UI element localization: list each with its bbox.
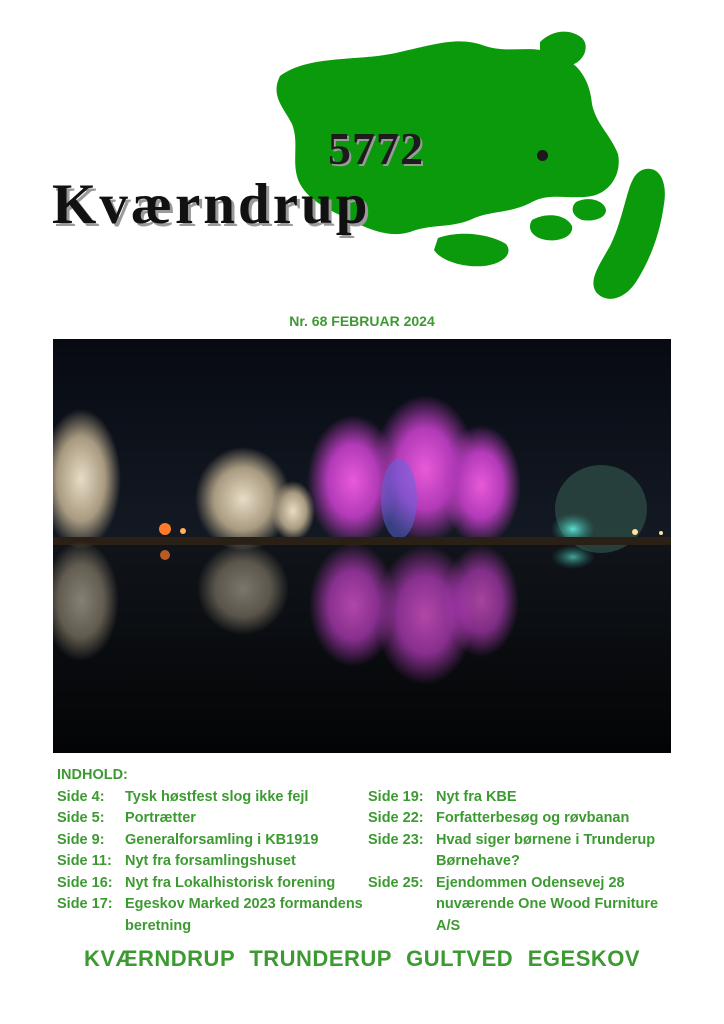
town-marker-dot — [537, 150, 548, 161]
contents-entry — [368, 787, 677, 809]
contents-entry — [57, 851, 368, 873]
entry-page: Side 17: — [57, 896, 113, 912]
entry-title: Hvad siger børnene i Trunderup Børnehave? — [436, 831, 656, 869]
entry-page: Side 5: — [57, 810, 105, 826]
town-name: Kværndrup — [52, 173, 371, 236]
entry-title: Tysk høstfest slog ikke fejl — [125, 788, 309, 805]
contents-entry — [368, 808, 677, 830]
entry-title: Nyt fra KBE — [436, 788, 517, 805]
small-island-2 — [530, 215, 572, 240]
entry-title: Forfatterbesøg og røvbanan — [436, 810, 630, 826]
contents-entry — [368, 830, 677, 873]
entry-title: Nyt fra Lokalhistorisk forening — [125, 874, 336, 891]
entry-title: Ejendommen Odensevej 28 nuværende One Wood Furniture A/S — [436, 874, 659, 934]
cover-photo — [53, 339, 671, 753]
entry-title: Egeskov Marked 2023 formandens beretning — [125, 896, 363, 934]
entry-title: Generalforsamling i KB1919 — [125, 831, 319, 848]
entry-page: Side 16: — [57, 874, 113, 891]
contents-entry — [57, 787, 368, 809]
village-names-footer: KVÆRNDRUP TRUNDERUP GULTVED EGESKOV — [83, 946, 641, 971]
entry-page: Side 22: — [368, 810, 424, 826]
entry-page: Side 19: — [368, 788, 424, 805]
contents-right-column — [368, 787, 677, 938]
entry-title: Nyt fra forsamlingshuset — [125, 853, 296, 869]
issue-label: Nr. 68 FEBRUAR 2024 — [289, 313, 435, 329]
small-island-3 — [573, 199, 606, 220]
contents-entry — [57, 894, 368, 937]
table-of-contents — [57, 765, 677, 937]
entry-page: Side 4: — [57, 788, 105, 805]
entry-page: Side 9: — [57, 831, 105, 848]
contents-entry — [57, 873, 368, 895]
small-island-1 — [434, 234, 509, 267]
contents-columns — [57, 787, 677, 938]
entry-page: Side 23: — [368, 831, 424, 848]
contents-entry — [57, 830, 368, 852]
entry-title: Portrætter — [125, 810, 196, 826]
contents-entry — [57, 808, 368, 830]
contents-left-column — [57, 787, 368, 938]
contents-entry — [368, 873, 677, 938]
cover-photo-illustration — [53, 339, 671, 753]
contents-heading: INDHOLD: — [57, 767, 128, 783]
postal-code: 5772 — [328, 123, 424, 174]
entry-page: Side 11: — [57, 853, 112, 869]
entry-page: Side 25: — [368, 874, 424, 891]
